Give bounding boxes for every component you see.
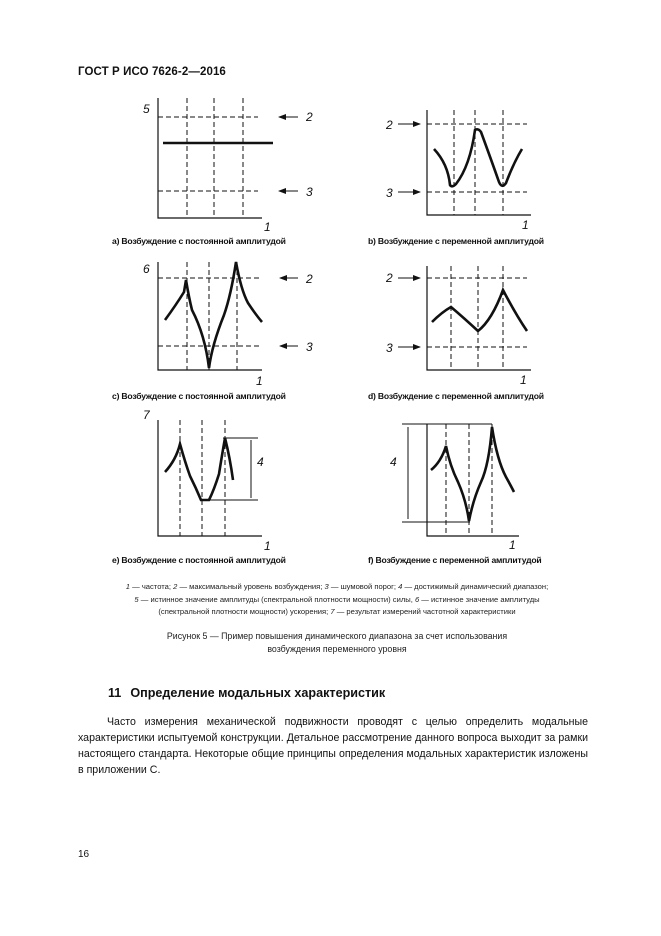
panel-b-x-label: 1 — [522, 218, 529, 232]
section-number: 11 — [108, 686, 122, 700]
panel-e-y-label: 7 — [143, 408, 150, 422]
panel-e-x-label: 1 — [264, 539, 271, 553]
panel-a-x-label: 1 — [264, 220, 271, 234]
panel-e-graph — [158, 420, 262, 536]
panel-a-label-3: 3 — [306, 185, 313, 199]
panel-c-graph — [158, 262, 298, 370]
panel-f-x-label: 1 — [509, 538, 516, 552]
panel-a-axes — [158, 98, 262, 218]
caption-b: b) Возбуждение с переменной амплитудой — [368, 236, 544, 246]
panel-c-x-label: 1 — [256, 374, 263, 388]
panel-a-graph — [158, 98, 298, 218]
page-number: 16 — [78, 849, 90, 860]
panel-e-range-label: 4 — [257, 455, 264, 469]
panel-c-label-2: 2 — [306, 272, 313, 286]
panel-d-label-3: 3 — [386, 341, 393, 355]
panel-e-axes — [158, 420, 262, 536]
caption-d: d) Возбуждение с переменной амплитудой — [368, 391, 544, 401]
panel-f-graph — [402, 424, 519, 536]
panel-f-curve — [431, 427, 514, 521]
section-title: Определение модальных характеристик — [130, 686, 386, 700]
panel-c-label-3: 3 — [306, 340, 313, 354]
caption-c: c) Возбуждение с постоянной амплитудой — [112, 391, 286, 401]
figure-title: Рисунок 5 — Пример повышения динамического диапазона за счет использования возбуждения переменного уровня — [166, 631, 508, 654]
figure-legend: 1 — частота; 2 — максимальный уровень возбуждения; 3 — шумовой порог; 4 — достижимый динамический диапазон; 5 — истинное значение амплитуды (спектральной плотности мощности) силы, 6 — истинное значение амплитуды (спектральной плотности мощности) ускорения; 7 — результат измерений частотной характеристики — [125, 582, 549, 617]
panel-b-curve — [434, 129, 522, 186]
section-paragraph: Часто измерения механической подвижности проводят с целью определить модальные характеристики испытуемой конструкции. Детальное рассмотрение данного вопроса выходит за рамки настоящего стандарта. Некоторые общие принципы определения модальных характеристик изложены в приложении С. — [78, 716, 588, 776]
document-header: ГОСТ Р ИСО 7626-2—2016 — [78, 66, 226, 78]
caption-f: f) Возбуждение с переменной амплитудой — [368, 555, 542, 565]
panel-b-graph — [398, 110, 531, 215]
panel-d-curve — [432, 290, 527, 331]
panel-d-axes — [427, 266, 531, 370]
panel-b-label-2: 2 — [386, 118, 393, 132]
panel-c-y-label: 6 — [143, 262, 150, 276]
caption-e: e) Возбуждение с постоянной амплитудой — [112, 555, 286, 565]
panel-f-axes — [427, 424, 519, 536]
panel-a-label-2: 2 — [306, 110, 313, 124]
panel-d-graph — [398, 266, 531, 370]
panel-d-label-2: 2 — [386, 271, 393, 285]
panel-e-curve — [165, 438, 233, 500]
panel-a-y-label: 5 — [143, 102, 150, 116]
caption-a: a) Возбуждение с постоянной амплитудой — [112, 236, 286, 246]
panel-f-range-label: 4 — [390, 455, 397, 469]
panel-d-x-label: 1 — [520, 373, 527, 387]
panel-b-label-3: 3 — [386, 186, 393, 200]
section-heading — [108, 686, 394, 700]
